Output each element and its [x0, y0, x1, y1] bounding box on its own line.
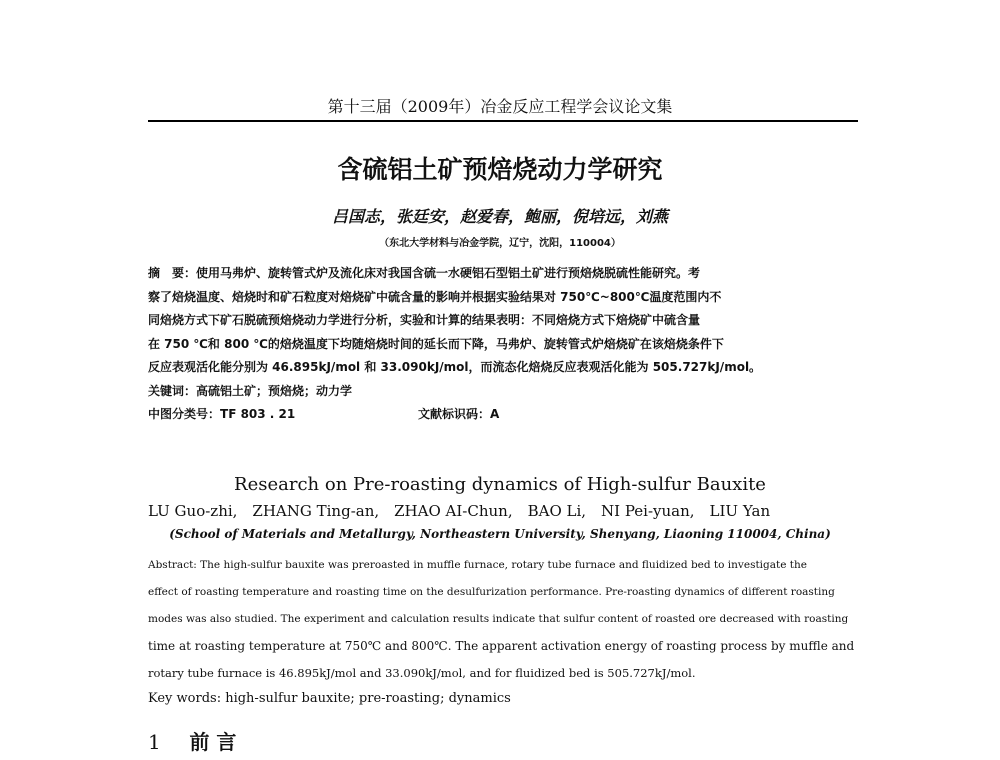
chinese-affiliation: （东北大学材料与冶金学院，辽宁，沈阳，110004） [379, 238, 621, 249]
abstract-line-en: time at roasting temperature at 750℃ and 800℃. The apparent activation energy of roasting process by muffle and [148, 639, 855, 653]
clc-label: 中图分类号： [148, 407, 221, 421]
chinese-title: 含硫铝土矿预焙烧动力学研究 [337, 155, 663, 184]
abstract-line-cn: 同焙烧方式下矿石脱硫预焙烧动力学进行分析，实验和计算的结果表明：不同焙烧方式下焙烧矿中硫含量 [148, 313, 701, 327]
section-number: 1 [148, 730, 161, 754]
clc-number: TF 803 . 21 [220, 407, 296, 421]
english-authors: LU Guo-zhi, ZHANG Ting-an, ZHAO AI-Chun, BAO Li, NI Pei-yuan, LIU Yan [148, 502, 771, 520]
abstract-line-en: modes was also studied. The experiment and calculation results indicate that sulfur content of roasted ore decreased with roasting [148, 613, 849, 625]
doc-code-label: 文献标识码： [418, 407, 491, 421]
keywords-cn: 高硫铝土矿；预焙烧；动力学 [196, 383, 353, 398]
abstract-line-cn: 使用马弗炉、旋转管式炉及流化床对我国含硫一水硬铝石型铝土矿进行预焙烧脱硫性能研究。考 [196, 266, 701, 280]
abstract-line-en: Abstract: The high-sulfur bauxite was preroasted in muffle furnace, rotary tube furnace and fluidized bed to investigate the [148, 559, 807, 571]
doc-code: A [490, 407, 500, 421]
abstract-line-cn: 在 750 ℃和 800 ℃的焙烧温度下均随焙烧时间的延长而下降，马弗炉、旋转管式炉焙烧矿在该焙烧条件下 [148, 336, 724, 351]
abstract-line-cn: 察了焙烧温度、焙烧时和矿石粒度对焙烧矿中硫含量的影响并根据实验结果对 750℃~800℃温度范围内不 [148, 289, 722, 304]
abstract-label-cn: 摘 要： [148, 266, 197, 280]
chinese-abstract [148, 262, 860, 427]
section-title: 前 言 [189, 730, 237, 754]
chinese-authors: 吕国志，张廷安，赵爱春，鲍丽，倪培远，刘燕 [331, 207, 668, 226]
english-keywords: Key words: high-sulfur bauxite; pre-roasting; dynamics [148, 691, 511, 706]
abstract-line-cn: 反应表观活化能分别为 46.895kJ/mol 和 33.090kJ/mol，而流态化焙烧反应表观活化能为 505.727kJ/mol。 [148, 360, 762, 374]
keywords-label-cn: 关键词： [148, 383, 197, 398]
abstract-line-en: effect of roasting temperature and roasting time on the desulfurization performance. Pre-roasting dynamics of different roasting [148, 586, 835, 598]
section-heading [148, 726, 236, 755]
proceedings-header: 第十三届（2009年）冶金反应工程学会议论文集 [327, 97, 673, 116]
abstract-line-en: rotary tube furnace is 46.895kJ/mol and 33.090kJ/mol, and for fluidized bed is 505.727kJ/mol. [148, 666, 696, 680]
english-title: Research on Pre-roasting dynamics of High-sulfur Bauxite [234, 474, 766, 495]
header-rule [148, 120, 858, 122]
english-abstract [148, 552, 860, 687]
english-affiliation: (School of Materials and Metallurgy, Northeastern University, Shenyang, Liaoning 110004, China) [169, 527, 831, 541]
